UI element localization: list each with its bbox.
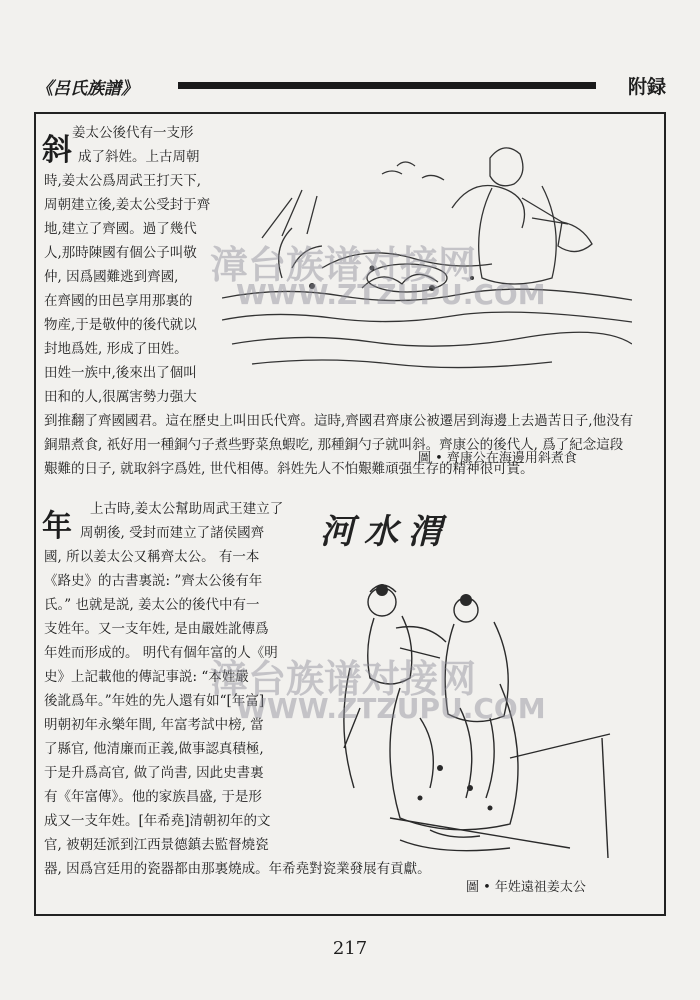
text-line: 時,姜太公爲周武王打天下, [44, 173, 202, 189]
text-line: 有《年富傳》。他的家族昌盛, 于是形 [44, 789, 262, 805]
text-line: 上古時,姜太公幫助周武王建立了 [90, 501, 284, 517]
text-line: 器, 因爲宫廷用的瓷器都由那裏燒成。年希堯對瓷業發展有貢獻。 [44, 861, 431, 877]
text-line: 年姓而形成的。 明代有個年富的人《明 [44, 645, 278, 661]
watermark-cn: 漳台族谱对接网 [210, 657, 477, 701]
text-line: 田和的人,很厲害勢力强大 [44, 389, 197, 405]
watermark-url: WWW.ZTZUPU.COM [236, 692, 546, 725]
text-line: 地,建立了齊國。過了幾代 [44, 221, 197, 237]
text-line: 國, 所以姜太公又稱齊太公。 有一本 [44, 549, 260, 565]
text-line: 姜太公後代有一支形 [72, 125, 194, 141]
text-line: 封地爲姓, 形成了田姓。 [44, 341, 188, 357]
text-line: 物産,于是敬仲的後代就以 [44, 317, 197, 333]
text-line: 成了斜姓。上古周朝 [78, 149, 200, 165]
text-line: 《路史》的古書裏説: ”齊太公後有年 [44, 573, 263, 589]
text-line: 于是升爲高官, 做了尚書, 因此史書裏 [44, 765, 264, 781]
calligraphy-title: 渭水河 [320, 512, 452, 552]
text-line: 明朝初年永樂年間, 年富考試中榜, 當 [44, 717, 264, 733]
watermark-cn: 漳台族谱对接网 [210, 243, 477, 287]
watermark-url: WWW.ZTZUPU.COM [236, 278, 546, 311]
book-title: 《呂氏族譜》 [36, 79, 138, 99]
text-line: 周朝建立後,姜太公受封于齊 [44, 197, 211, 213]
text-line: 支姓年。又一支年姓, 是由嚴姓訛傳爲 [44, 621, 269, 637]
caption-xie: 圖 • 齊康公在海邊用斜煮食 [418, 451, 577, 466]
text-line: 周朝後, 受封而建立了諸侯國齊 [80, 525, 265, 541]
text-line: 在齊國的田邑享用那裏的 [44, 293, 193, 309]
text-line: 成又一支年姓。[年希堯]清朝初年的文 [44, 813, 271, 829]
text-line: 仲, 因爲國難逃到齊國, [44, 269, 179, 285]
page-number: 217 [332, 938, 368, 959]
text-line: 銅鼎煮食, 祇好用一種銅勺子煮些野菜魚蝦吃, 那種銅勺子就叫斜。齊康公的後代人, 爲了紀念這段 [44, 437, 624, 453]
text-line: 史》上記載他的傳記事説: “本姓嚴 [44, 669, 249, 685]
text-line: 艱難的日子, 就取斜字爲姓, 世代相傳。斜姓先人不怕艱難頑强生存的精神很可貴。 [44, 461, 534, 477]
text-line: 田姓一族中,後來出了個叫 [44, 365, 197, 381]
page-header [36, 74, 666, 98]
drop-char-xie: 斜 [42, 133, 72, 168]
text-line: 到推翻了齊國國君。這在歷史上叫田氏代齊。這時,齊國君齊康公被遷居到海邊上去過苦日子,他没有 [44, 413, 634, 429]
text-line: 後訛爲年。”年姓的先人還有如“[年富] [44, 693, 265, 709]
text-line: 人,那時陳國有個公子叫敬 [44, 245, 197, 261]
header-rule [178, 82, 596, 89]
text-line: 氏。” 也就是説, 姜太公的後代中有一 [44, 597, 260, 613]
section-title: 附録 [627, 76, 666, 98]
caption-nian: 圖 • 年姓遠祖姜太公 [466, 880, 586, 895]
text-line: 官, 被朝廷派到江西景德鎮去監督燒瓷 [44, 837, 269, 853]
drop-char-nian: 年 [42, 509, 72, 544]
text-line: 了縣官, 他清廉而正義,做事認真積極, [44, 741, 264, 757]
